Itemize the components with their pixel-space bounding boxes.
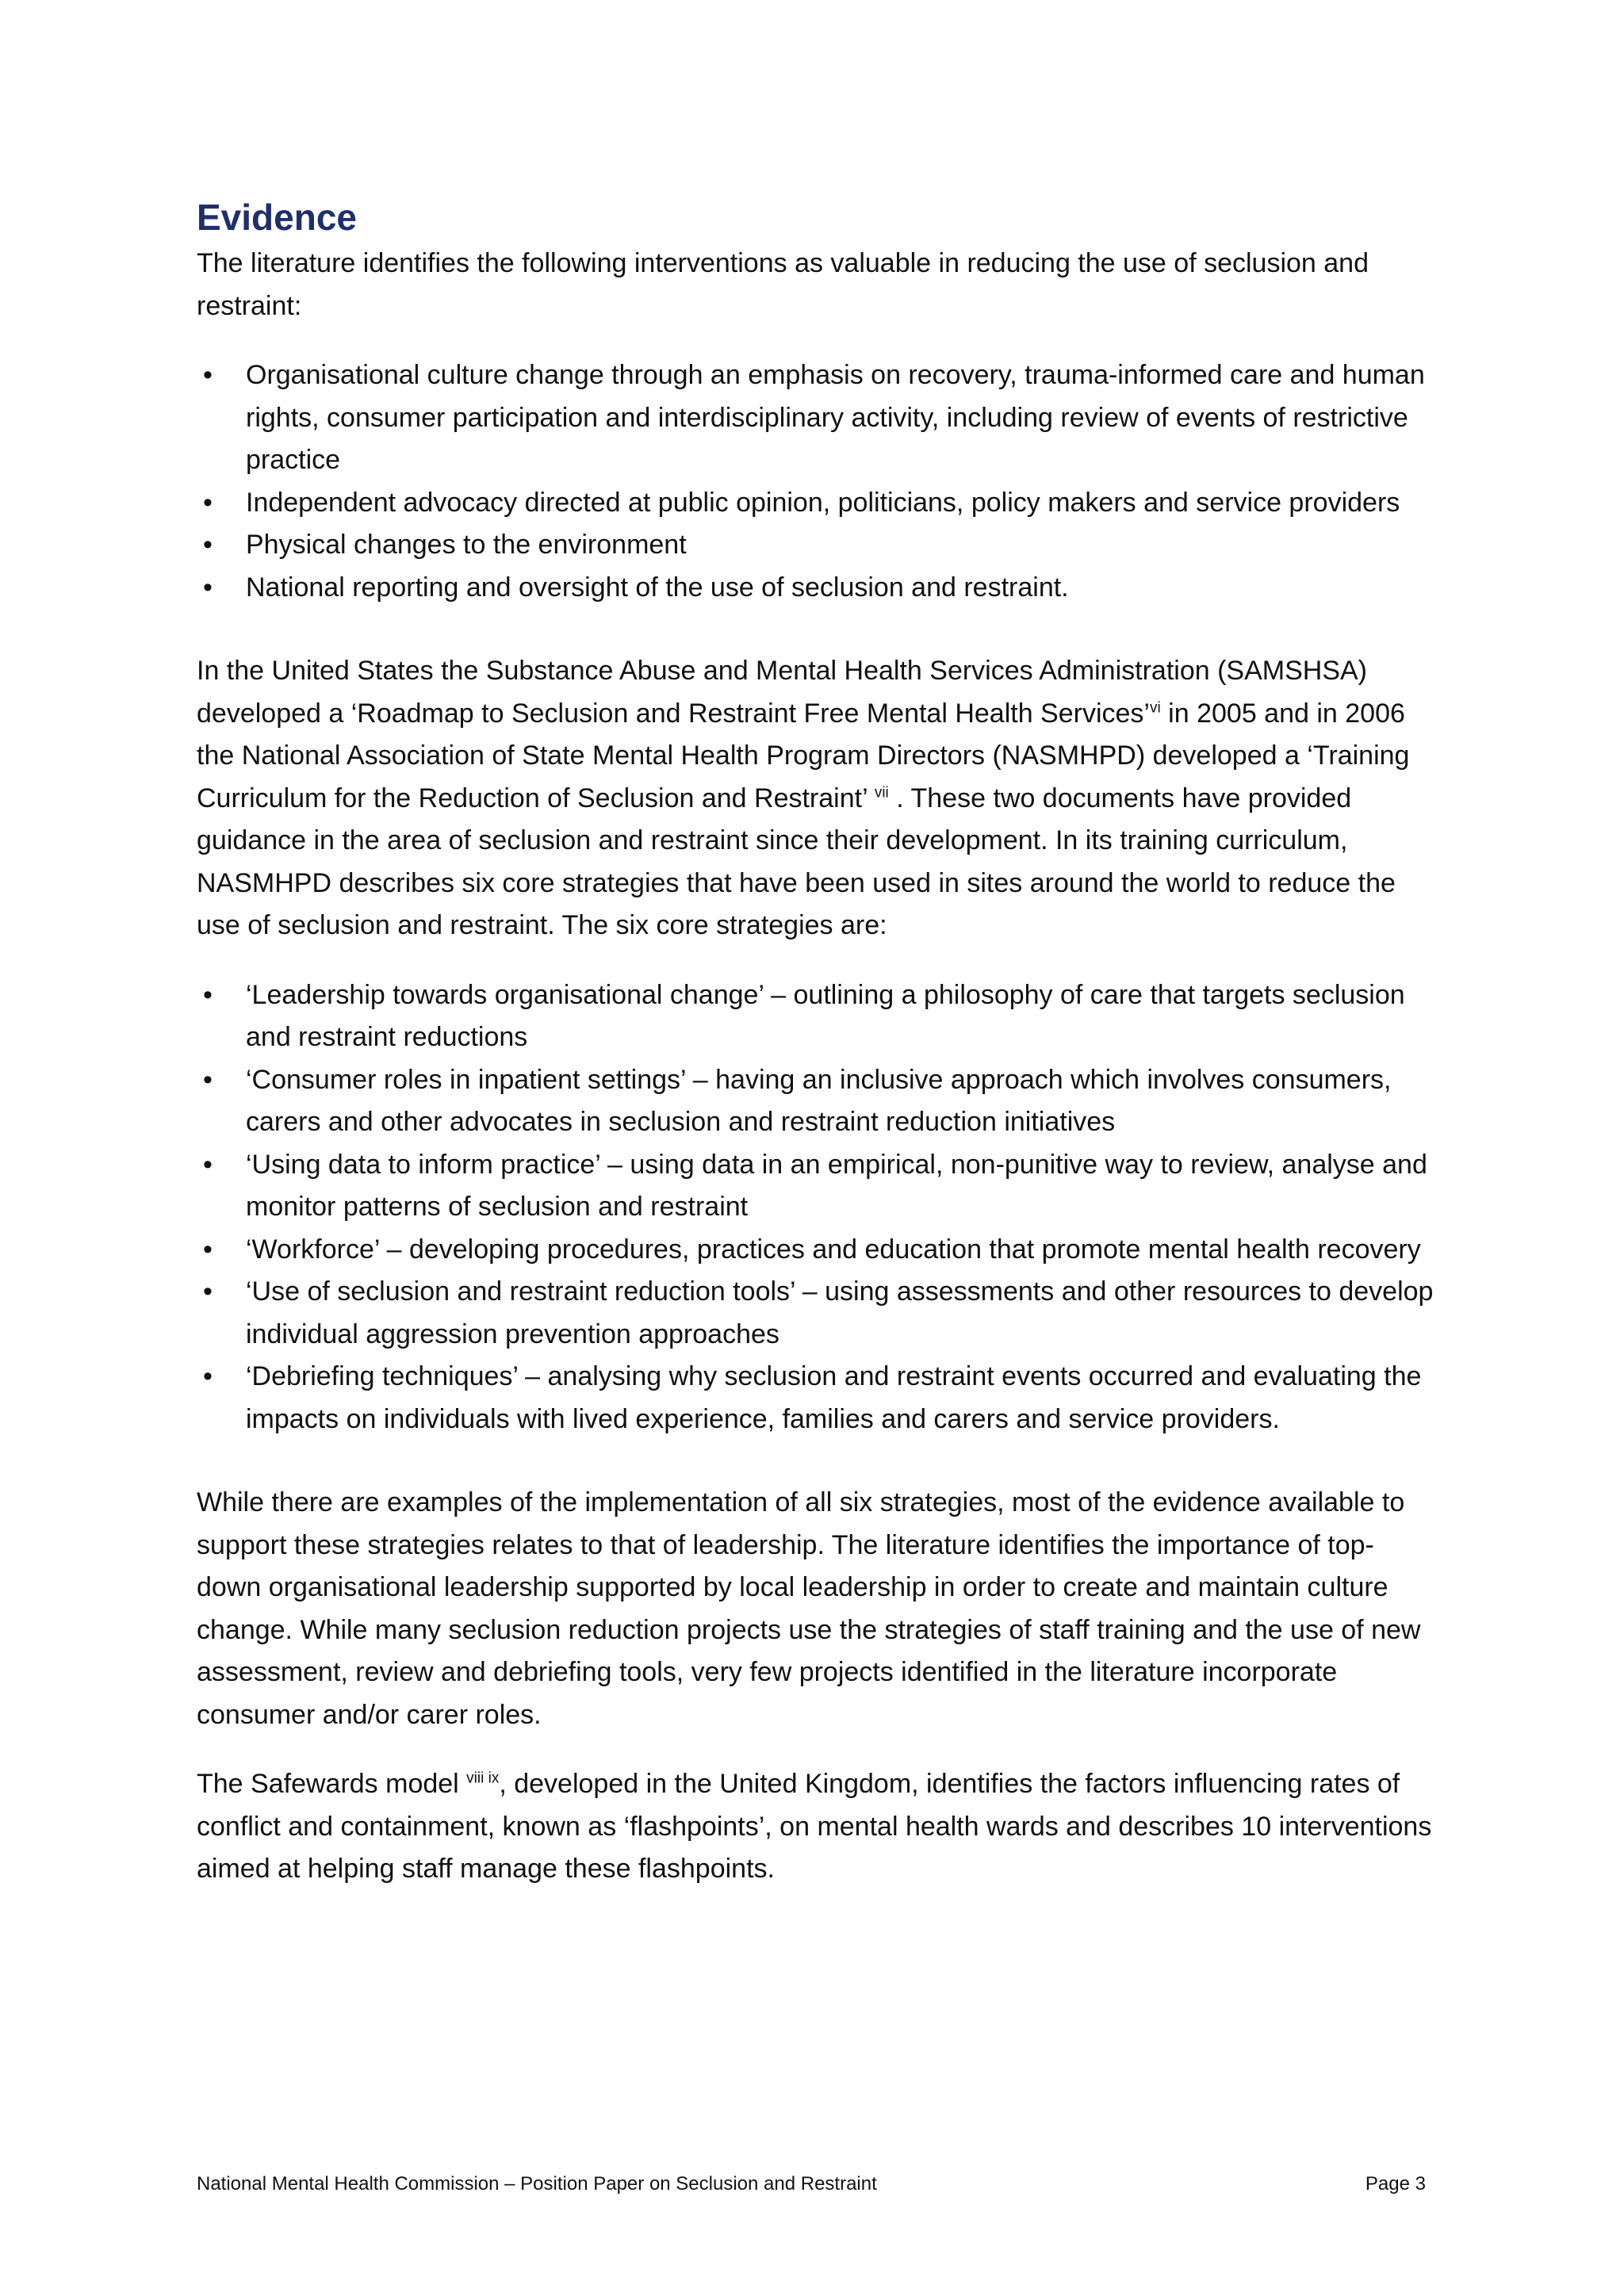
bullet-icon: •: [203, 572, 213, 603]
list-item: [197, 1271, 1434, 1356]
list-item: [197, 567, 1434, 610]
safewards-text-1: The Safewards model: [197, 1769, 467, 1799]
bullet-icon: •: [203, 1361, 213, 1391]
list-item: [197, 974, 1434, 1059]
bullet-icon: •: [203, 530, 213, 560]
list-item-text: ‘Workforce’ – developing procedures, practices and education that promote mental health recovery: [246, 1234, 1421, 1265]
page-footer: [197, 2172, 1426, 2196]
list-item-text: ‘Leadership towards organisational change’ – outlining a philosophy of care that targets seclusion and restraint reductions: [246, 979, 1405, 1052]
samhsa-text-3: . These two documents have provided guidance in the area of seclusion and restraint since their development. In its training curriculum, NASMHPD describes six core strategies that have been used in sites around the world to reduce the use of seclusion and restraint. The six core strategies are:: [197, 783, 1396, 940]
list-item: [197, 482, 1434, 525]
leadership-paragraph: While there are examples of the implementation of all six strategies, most of the evidence available to support these strategies relates to that of leadership. The literature identifies the importance of top-down organisational leadership supported by local leadership in order to create and maintain culture change. While many seclusion reduction projects use the strategies of staff training and the use of new assessment, review and debriefing tools, very few projects identified in the literature incorporate consumer and/or carer roles.: [197, 1487, 1421, 1730]
bullet-icon: •: [203, 1234, 213, 1265]
endnote-ref-viii-ix: viii ix: [466, 1770, 500, 1787]
samhsa-paragraph: [197, 650, 1434, 947]
list-item: [197, 1144, 1434, 1229]
bullet-icon: •: [203, 1276, 213, 1307]
safewards-text-2: , developed in the United Kingdom, identifies the factors influencing rates of conflict and containment, known as ‘flashpoints’, on mental health wards and describes 10 interventions aimed at helping staff manage these flashpoints.: [197, 1769, 1432, 1884]
list-item-text: Physical changes to the environment: [246, 530, 687, 560]
page-number: Page 3: [1365, 2173, 1426, 2195]
list-item: [197, 524, 1434, 567]
section-heading: Evidence: [197, 197, 357, 238]
list-item: [197, 1229, 1434, 1272]
bullet-icon: •: [203, 487, 213, 518]
samhsa-text-2: in 2005 and in 2006 the National Association of State Mental Health Program Directors (NASMHPD) developed a ‘Training Curriculum for the Reduction of Seclusion and Restraint’: [197, 698, 1410, 813]
bullet-icon: •: [203, 1149, 213, 1180]
list-item: [197, 1356, 1434, 1441]
bullet-icon: •: [203, 979, 213, 1010]
list-item: [197, 1059, 1434, 1144]
document-page: [197, 195, 1434, 1891]
list-item-text: ‘Using data to inform practice’ – using data in an empirical, non-punitive way to review, analyse and monitor patterns of seclusion and restraint: [246, 1149, 1427, 1222]
list-item-text: ‘Consumer roles in inpatient settings’ – having an inclusive approach which involves consumers, carers and other advocates in seclusion and restraint reduction initiatives: [246, 1064, 1392, 1137]
list-item-text: Organisational culture change through an emphasis on recovery, trauma-informed care and human rights, consumer participation and interdisciplinary activity, including review of events of restrictive practice: [246, 360, 1425, 475]
list-item-text: Independent advocacy directed at public opinion, politicians, policy makers and service providers: [246, 487, 1400, 518]
list-item-text: National reporting and oversight of the use of seclusion and restraint.: [246, 572, 1069, 603]
endnote-ref-vii: vii: [874, 784, 889, 802]
footer-title: National Mental Health Commission – Position Paper on Seclusion and Restraint: [197, 2173, 877, 2195]
bullet-icon: •: [203, 360, 213, 390]
interventions-list: [197, 354, 1434, 609]
samhsa-text-1: In the United States the Substance Abuse and Mental Health Services Administration (SAMSHSA) developed a ‘Roadmap to Seclusion and Restraint Free Mental Health Services’: [197, 656, 1367, 729]
list-item: [197, 354, 1434, 482]
strategies-list: [197, 974, 1434, 1441]
list-item-text: ‘Use of seclusion and restraint reduction tools’ – using assessments and other resources to develop individual aggression prevention approaches: [246, 1276, 1434, 1349]
safewards-paragraph: [197, 1763, 1434, 1891]
intro-paragraph: The literature identifies the following interventions as valuable in reducing the use of seclusion and restraint:: [197, 248, 1369, 321]
bullet-icon: •: [203, 1064, 213, 1095]
list-item-text: ‘Debriefing techniques’ – analysing why seclusion and restraint events occurred and evaluating the impacts on individuals with lived experience, families and carers and service providers.: [246, 1361, 1422, 1434]
endnote-ref-vi: vi: [1150, 699, 1161, 717]
